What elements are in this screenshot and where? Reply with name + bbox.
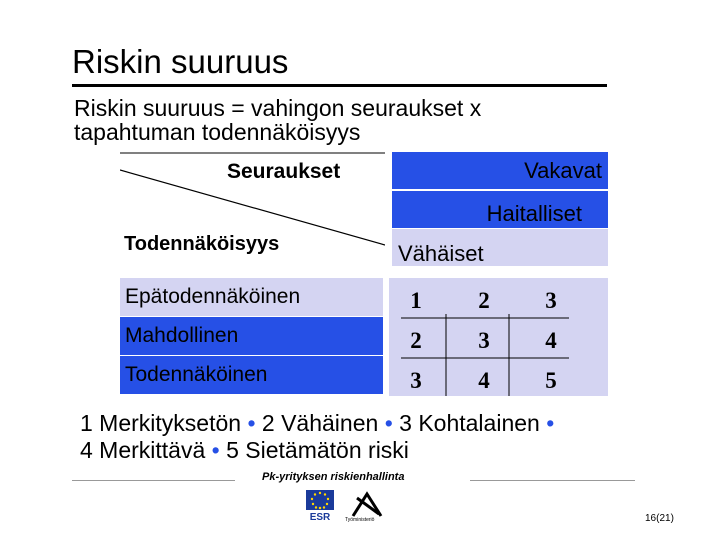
slide-title: Riskin suuruus: [72, 43, 289, 80]
score-cell: 3: [410, 368, 422, 393]
legend-item: 3 Kohtalainen: [399, 410, 540, 436]
page-number: 16(21): [645, 513, 674, 524]
ministry-label: Työministeriö: [345, 517, 375, 523]
probability-level-label: Todennäköinen: [125, 363, 268, 386]
title-divider: [72, 84, 607, 87]
legend-bullet: •: [384, 410, 393, 436]
score-cell: 5: [545, 368, 557, 393]
probability-level-label: Mahdollinen: [125, 324, 239, 347]
severity-row-haitalliset: [392, 191, 608, 228]
legend-item: 2 Vähäinen: [261, 410, 379, 436]
probability-row-mahdollinen: [120, 317, 383, 355]
consequences-label: Seuraukset: [227, 160, 341, 183]
risk-score-matrix: [389, 278, 608, 396]
probability-row-epatodennakoinen: [120, 278, 383, 316]
probability-row-todennakoinen: [120, 356, 383, 394]
legend-line-1: [80, 410, 554, 436]
legend-item: 4 Merkittävä: [80, 437, 206, 463]
legend-item: 1 Merkityksetön: [80, 410, 242, 436]
legend-bullet: •: [546, 410, 555, 436]
formula-line-1: Riskin suuruus = vahingon seuraukset x: [74, 95, 482, 121]
footer-divider-left: [72, 480, 235, 481]
score-cell: 2: [478, 288, 490, 313]
legend-bullet: •: [247, 410, 256, 436]
formula-line-2: tapahtuman todennäköisyys: [74, 119, 361, 145]
footer-divider-right: [470, 480, 635, 481]
probability-level-label: Epätodennäköinen: [125, 285, 301, 308]
legend-item: 5 Sietämätön riski: [226, 437, 409, 463]
score-cell: 3: [545, 288, 557, 313]
severity-label: Haitalliset: [486, 201, 582, 226]
score-cell: 4: [478, 368, 490, 393]
severity-row-vahaiset: [392, 229, 608, 266]
legend-line-2: [80, 437, 409, 463]
probability-label: Todennäköisyys: [124, 233, 280, 255]
severity-row-vakavat: [392, 152, 608, 189]
severity-label: Vakavat: [524, 158, 602, 183]
footer-title: Pk-yrityksen riskienhallinta: [262, 471, 405, 483]
severity-label: Vähäiset: [398, 241, 484, 266]
score-cell: 4: [545, 328, 557, 353]
score-cell: 1: [410, 288, 422, 313]
legend-bullet: •: [211, 437, 220, 463]
esr-label: ESR: [309, 512, 331, 523]
score-cell: 2: [410, 328, 422, 353]
score-cell: 3: [478, 328, 490, 353]
